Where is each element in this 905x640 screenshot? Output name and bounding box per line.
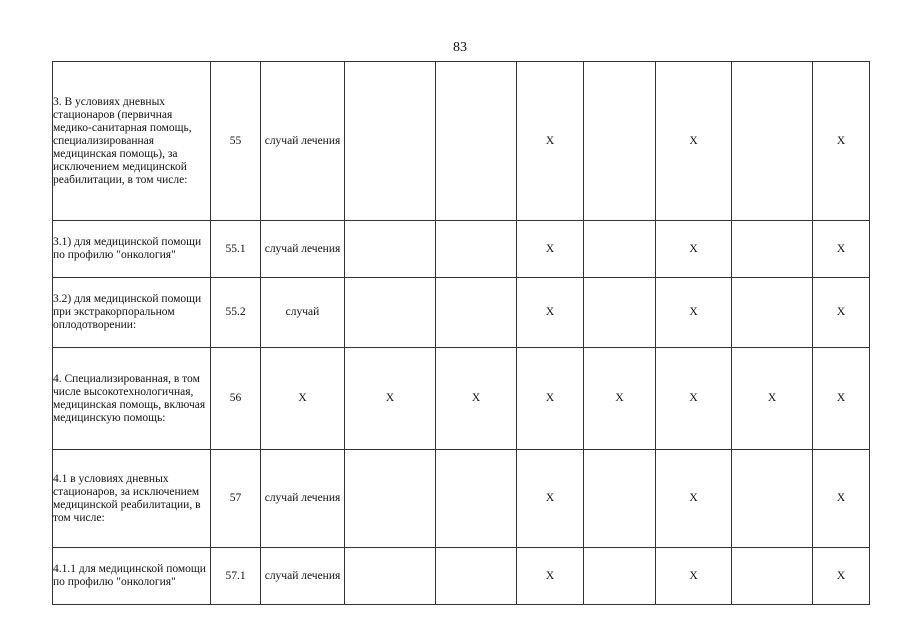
row-col8-cell: X (656, 278, 732, 348)
row-code-cell: 55.2 (211, 278, 261, 348)
row-col6-cell: X (517, 450, 584, 548)
row-col9-cell (732, 278, 813, 348)
row-col10-cell: X (813, 450, 870, 548)
data-table (52, 61, 870, 605)
row-col10-cell: X (813, 62, 870, 221)
row-col5-cell (436, 221, 517, 278)
row-col4-cell (345, 62, 436, 221)
row-code-cell: 56 (211, 348, 261, 450)
row-col6-cell: X (517, 278, 584, 348)
row-name-cell: 3. В условиях дневных стационаров (первичная медико-санитарная помощь, специализированная медицинская помощь), за исключением медицинской реабилитации, в том числе: (53, 62, 211, 221)
row-name-cell: 4.1 в условиях дневных стационаров, за исключением медицинской реабилитации, в том числе: (53, 450, 211, 548)
row-col8-cell: X (656, 221, 732, 278)
row-code-cell: 57.1 (211, 548, 261, 605)
row-col7-cell (584, 278, 656, 348)
row-unit-cell: случай лечения (261, 221, 345, 278)
row-col6-cell: X (517, 62, 584, 221)
table-row (53, 450, 870, 548)
row-col10-cell: X (813, 278, 870, 348)
table-row (53, 62, 870, 221)
row-col4-cell (345, 450, 436, 548)
row-unit-cell: случай лечения (261, 548, 345, 605)
row-col9-cell (732, 221, 813, 278)
row-code-cell: 55.1 (211, 221, 261, 278)
table-row (53, 348, 870, 450)
row-col5-cell (436, 278, 517, 348)
row-name-cell: 3.1) для медицинской помощи по профилю "онкология" (53, 221, 211, 278)
row-code-cell: 55 (211, 62, 261, 221)
row-col4-cell (345, 548, 436, 605)
row-col10-cell: X (813, 548, 870, 605)
row-col9-cell (732, 548, 813, 605)
table-row (53, 278, 870, 348)
row-unit-cell: случай (261, 278, 345, 348)
row-col6-cell: X (517, 548, 584, 605)
row-col4-cell: X (345, 348, 436, 450)
row-col7-cell (584, 62, 656, 221)
row-name-cell: 4. Специализированная, в том числе высокотехнологичная, медицинская помощь, включая медицинскую помощь: (53, 348, 211, 450)
table-row (53, 221, 870, 278)
row-col9-cell (732, 450, 813, 548)
row-col5-cell (436, 548, 517, 605)
row-col5-cell (436, 450, 517, 548)
page-number: 83 (453, 40, 467, 55)
table-row (53, 548, 870, 605)
row-unit-cell: случай лечения (261, 62, 345, 221)
row-col7-cell (584, 450, 656, 548)
row-col7-cell: X (584, 348, 656, 450)
row-col7-cell (584, 221, 656, 278)
row-col4-cell (345, 221, 436, 278)
row-col6-cell: X (517, 221, 584, 278)
row-col5-cell (436, 62, 517, 221)
row-col8-cell: X (656, 450, 732, 548)
row-col8-cell: X (656, 62, 732, 221)
row-name-cell: 4.1.1 для медицинской помощи по профилю "онкология" (53, 548, 211, 605)
row-name-cell: 3.2) для медицинской помощи при экстракорпоральном оплодотворении: (53, 278, 211, 348)
row-col9-cell (732, 62, 813, 221)
row-code-cell: 57 (211, 450, 261, 548)
row-col6-cell: X (517, 348, 584, 450)
row-col10-cell: X (813, 348, 870, 450)
row-col10-cell: X (813, 221, 870, 278)
row-col5-cell: X (436, 348, 517, 450)
row-unit-cell: случай лечения (261, 450, 345, 548)
row-col9-cell: X (732, 348, 813, 450)
row-unit-cell: X (261, 348, 345, 450)
row-col7-cell (584, 548, 656, 605)
row-col8-cell: X (656, 548, 732, 605)
row-col4-cell (345, 278, 436, 348)
row-col8-cell: X (656, 348, 732, 450)
